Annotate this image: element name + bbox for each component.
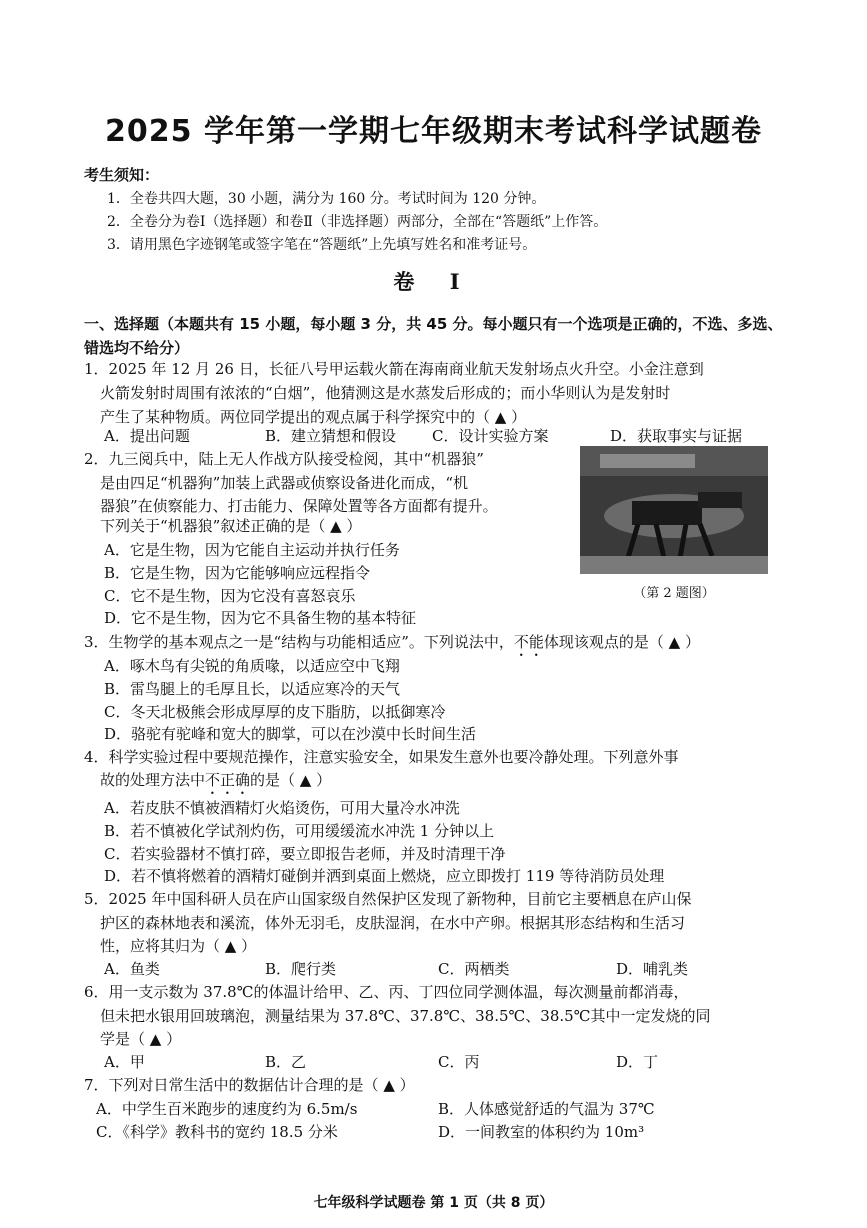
notice-heading: 考生须知： — [84, 166, 160, 184]
q7-option-a: A．中学生百米跑步的速度约为 6.5m/s — [96, 1100, 358, 1118]
q4-option-a: A．若皮肤不慎被酒精灯火焰烫伤，可用大量冷水冲洗 — [104, 799, 460, 817]
q5-stem: 5．2025 年中国科研人员在庐山国家级自然保护区发现了新物种，目前它主要栖息在庐山保 — [84, 890, 692, 908]
notice-item: 2．全卷分为卷Ⅰ（选择题）和卷Ⅱ（非选择题）两部分，全部在“答题纸”上作答。 — [107, 214, 608, 230]
robot-wolf-photo — [580, 446, 768, 574]
figure-caption: （第 2 题图） — [633, 586, 715, 601]
q4-option-d: D．若不慎将燃着的酒精灯碰倒并洒到桌面上燃烧，应立即拨打 119 等待消防员处理 — [104, 867, 665, 885]
page-footer: 七年级科学试题卷 第 1 页（共 8 页） — [313, 1195, 554, 1211]
q1-stem: 产生了某种物质。两位同学提出的观点属于科学探究中的（ ▲ ） — [100, 408, 527, 426]
q5-stem: 护区的森林地表和溪流，体外无羽毛，皮肤湿润，在水中产卵。根据其形态结构和生活习 — [100, 914, 686, 932]
q4-stem-part: 故的处理方法中 — [100, 771, 206, 789]
q7-stem: 7．下列对日常生活中的数据估计合理的是（ ▲ ） — [84, 1076, 415, 1094]
q4-stem-part: 的是（ ▲ ） — [250, 771, 332, 789]
q1-option-a: A．提出问题 — [104, 427, 190, 445]
q3-stem-part: 体现该观点的是（ ▲ ） — [543, 633, 700, 651]
q3-emphasis: 不能 — [513, 633, 544, 651]
page-title: 2025 学年第一学期七年级期末考试科学试题卷 — [105, 114, 762, 149]
q5-option-b: B．爬行类 — [265, 960, 337, 978]
q4-emphasis: 不正确 — [205, 771, 251, 789]
q6-option-b: B．乙 — [265, 1053, 307, 1071]
notice-item: 1．全卷共四大题，30 小题，满分为 160 分。考试时间为 120 分钟。 — [107, 191, 546, 207]
q3-option-b: B．雷鸟腿上的毛厚且长，以适应寒冷的天气 — [104, 680, 401, 698]
q2-option-d: D．它不是生物，因为它不具备生物的基本特征 — [104, 609, 417, 627]
q2-stem: 器狼”在侦察能力、打击能力、保障处置等各方面都有提升。 — [100, 497, 498, 515]
q5-option-c: C．两栖类 — [438, 960, 510, 978]
q1-option-b: B．建立猜想和假设 — [265, 427, 397, 445]
q6-option-d: D．丁 — [616, 1053, 659, 1071]
q7-option-b: B．人体感觉舒适的气温为 37℃ — [438, 1100, 655, 1118]
section-heading: 一、选择题（本题共有 15 小题，每小题 3 分，共 45 分。每小题只有一个选项是正确的，不选、多选、错选均不给分） — [84, 315, 783, 357]
q4-option-c: C．若实验器材不慎打碎，要立即报告老师，并及时清理干净 — [104, 845, 506, 863]
volume-heading: 卷 Ⅰ — [393, 269, 474, 294]
notice-item: 3．请用黑色字迹钢笔或签字笔在“答题纸”上先填写姓名和准考证号。 — [107, 237, 537, 253]
q2-option-b: B．它是生物，因为它能够响应远程指令 — [104, 564, 371, 582]
q5-option-d: D．哺乳类 — [616, 960, 689, 978]
q4-stem — [100, 769, 331, 798]
q2-option-c: C．它不是生物，因为它没有喜怒哀乐 — [104, 587, 356, 605]
q1-option-c: C．设计实验方案 — [432, 427, 549, 445]
q6-stem: 学是（ ▲ ） — [100, 1030, 182, 1048]
q1-option-d: D．获取事实与证据 — [610, 427, 743, 445]
q2-stem: 2．九三阅兵中，陆上无人作战方队接受检阅，其中“机器狼” — [84, 450, 484, 468]
q1-stem: 火箭发射时周围有浓浓的“白烟”，他猜测这是水蒸发后形成的；而小华则认为是发射时 — [100, 384, 671, 402]
q4-option-b: B．若不慎被化学试剂灼伤，可用缓缓流水冲洗 1 分钟以上 — [104, 822, 495, 840]
q2-stem: 下列关于“机器狼”叙述正确的是（ ▲ ） — [100, 517, 362, 535]
q7-option-c: C．《科学》教科书的宽约 18.5 分米 — [96, 1123, 338, 1141]
q7-option-d: D．一间教室的体积约为 10m³ — [438, 1123, 645, 1141]
q6-stem: 6．用一支示数为 37.8℃的体温计给甲、乙、丙、丁四位同学测体温，每次测量前都消毒， — [84, 983, 689, 1001]
q3-stem-part: 3．生物学的基本观点之一是“结构与功能相适应”。下列说法中， — [84, 633, 514, 651]
q4-stem: 4．科学实验过程中要规范操作，注意实验安全，如果发生意外也要冷静处理。下列意外事 — [84, 748, 679, 766]
q5-option-a: A．鱼类 — [104, 960, 160, 978]
q3-option-d: D．骆驼有驼峰和宽大的脚掌，可以在沙漠中长时间生活 — [104, 725, 477, 743]
q6-option-c: C．丙 — [438, 1053, 480, 1071]
q6-stem: 但未把水银用回玻璃泡，测量结果为 37.8℃、37.8℃、38.5℃、38.5℃其中一定发烧的同 — [100, 1007, 711, 1025]
q2-stem: 是由四足“机器狗”加装上武器或侦察设备进化而成，“机 — [100, 474, 469, 492]
q5-stem: 性，应将其归为（ ▲ ） — [100, 937, 257, 955]
q2-option-a: A．它是生物，因为它能自主运动并执行任务 — [104, 541, 400, 559]
q6-option-a: A．甲 — [104, 1053, 145, 1071]
q3-option-c: C．冬天北极熊会形成厚厚的皮下脂肪，以抵御寒冷 — [104, 703, 446, 721]
q1-stem: 1．2025 年 12 月 26 日，长征八号甲运载火箭在海南商业航天发射场点火升空。小金注意到 — [84, 360, 704, 378]
q3-option-a: A．啄木鸟有尖锐的角质喙，以适应空中飞翔 — [104, 657, 400, 675]
